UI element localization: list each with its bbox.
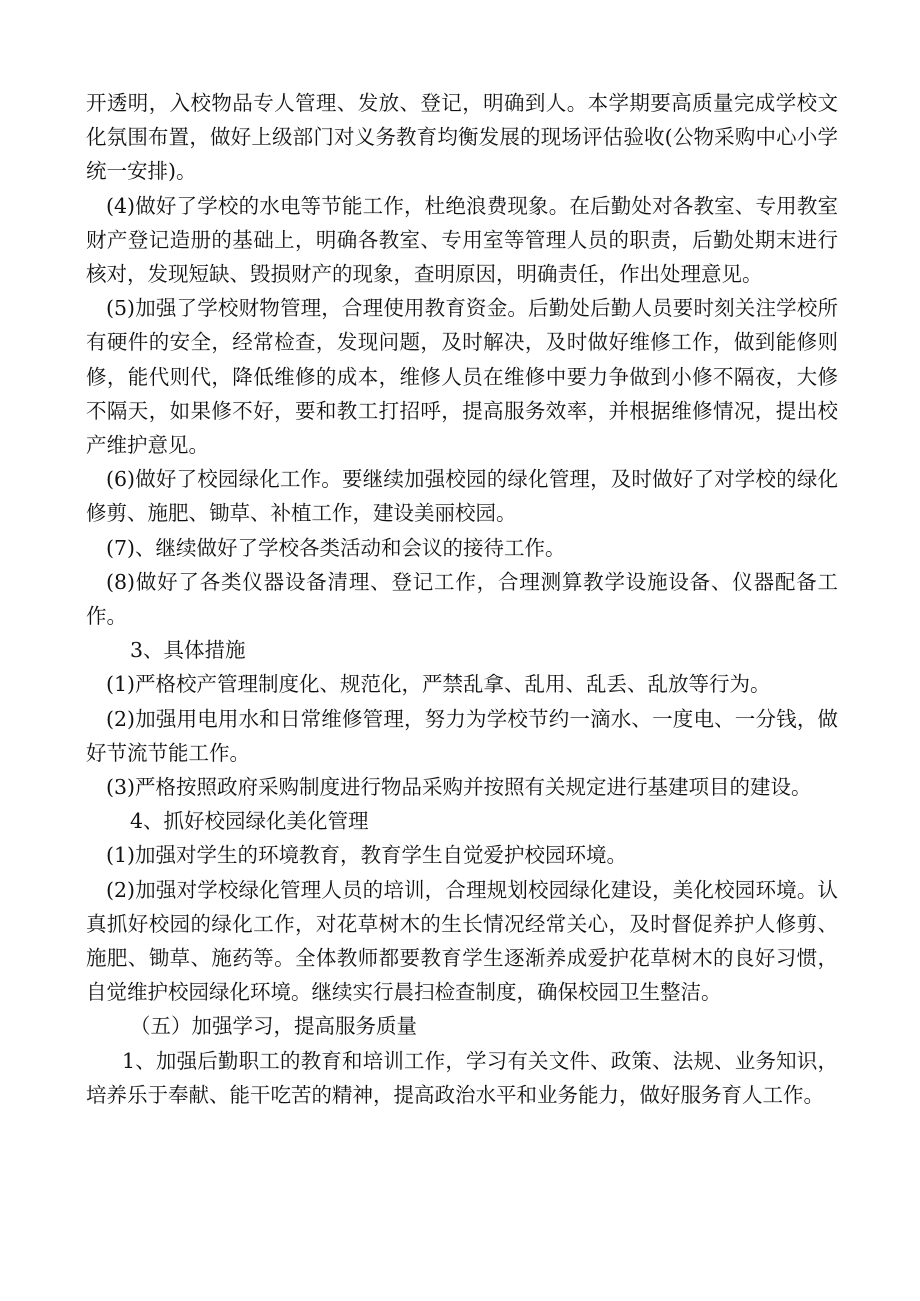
section-heading-measures: 3、具体措施	[130, 638, 246, 663]
measure-item-3: (3)严格按照政府采购制度进行物品采购并按照有关规定进行基建项目的建设。	[106, 775, 812, 800]
paragraph-item-5: (5)加强了学校财物管理，合理使用教育资金。后勤处后勤人员要时刻关注学校所有硬件的安全，经常检查，发现问题，及时解决，及时做好维修工作，做到能修则修，能代则代，降低维修的成本，维修人员在维修中要力争做到小修不隔夜，大修不隔天，如果修不好，要和教工打招呼，提高服务效率，并根据维修情况，提出校产维护意见。	[86, 296, 838, 458]
section-heading-greening: 4、抓好校园绿化美化管理	[130, 809, 369, 834]
document-page	[86, 86, 838, 1112]
measure-item-1: (1)严格校产管理制度化、规范化，严禁乱拿、乱用、乱丢、乱放等行为。	[106, 672, 771, 697]
paragraph-item-7: (7)、继续做好了学校各类活动和会议的接待工作。	[106, 535, 566, 560]
paragraph-item-8: (8)做好了各类仪器设备清理、登记工作，合理测算教学设施设备、仪器配备工作。	[86, 569, 838, 629]
paragraph-continuation: 开透明，入校物品专人管理、发放、登记，明确到人。本学期要高质量完成学校文化氛围布置，做好上级部门对义务教育均衡发展的现场评估验收(公物采购中心小学统一安排)。	[86, 91, 838, 184]
paragraph-item-6: (6)做好了校园绿化工作。要继续加强校园的绿化管理，及时做好了对学校的绿化修剪、施肥、锄草、补植工作，建设美丽校园。	[86, 467, 838, 526]
measure-item-2: (2)加强用电用水和日常维修管理，努力为学校节约一滴水、一度电、一分钱，做好节流节能工作。	[86, 706, 838, 765]
paragraph-item-4: (4)做好了学校的水电等节能工作，杜绝浪费现象。在后勤处对各教室、专用教室财产登记造册的基础上，明确各教室、专用室等管理人员的职责，后勤处期末进行核对，发现短缺、毁损财产的现象，查明原因，明确责任，作出处理意见。	[86, 193, 838, 287]
greening-item-2: (2)加强对学校绿化管理人员的培训，合理规划校园绿化建设，美化校园环境。认真抓好校园的绿化工作，对花草树木的生长情况经常关心，及时督促养护人修剪、施肥、锄草、施药等。全体教师都要教育学生逐渐养成爱护花草树木的良好习惯，自觉维护校园绿化环境。继续实行晨扫检查制度，确保校园卫生整洁。	[86, 877, 838, 1005]
section-heading-five: （五）加强学习，提高服务质量	[130, 1014, 417, 1039]
greening-item-1: (1)加强对学生的环境教育，教育学生自觉爱护校园环境。	[106, 843, 628, 868]
paragraph-study-1: 1、加强后勤职工的教育和培训工作，学习有关文件、政策、法规、业务知识，培养乐于奉献、能干吃苦的精神，提高政治水平和业务能力，做好服务育人工作。	[86, 1048, 838, 1107]
